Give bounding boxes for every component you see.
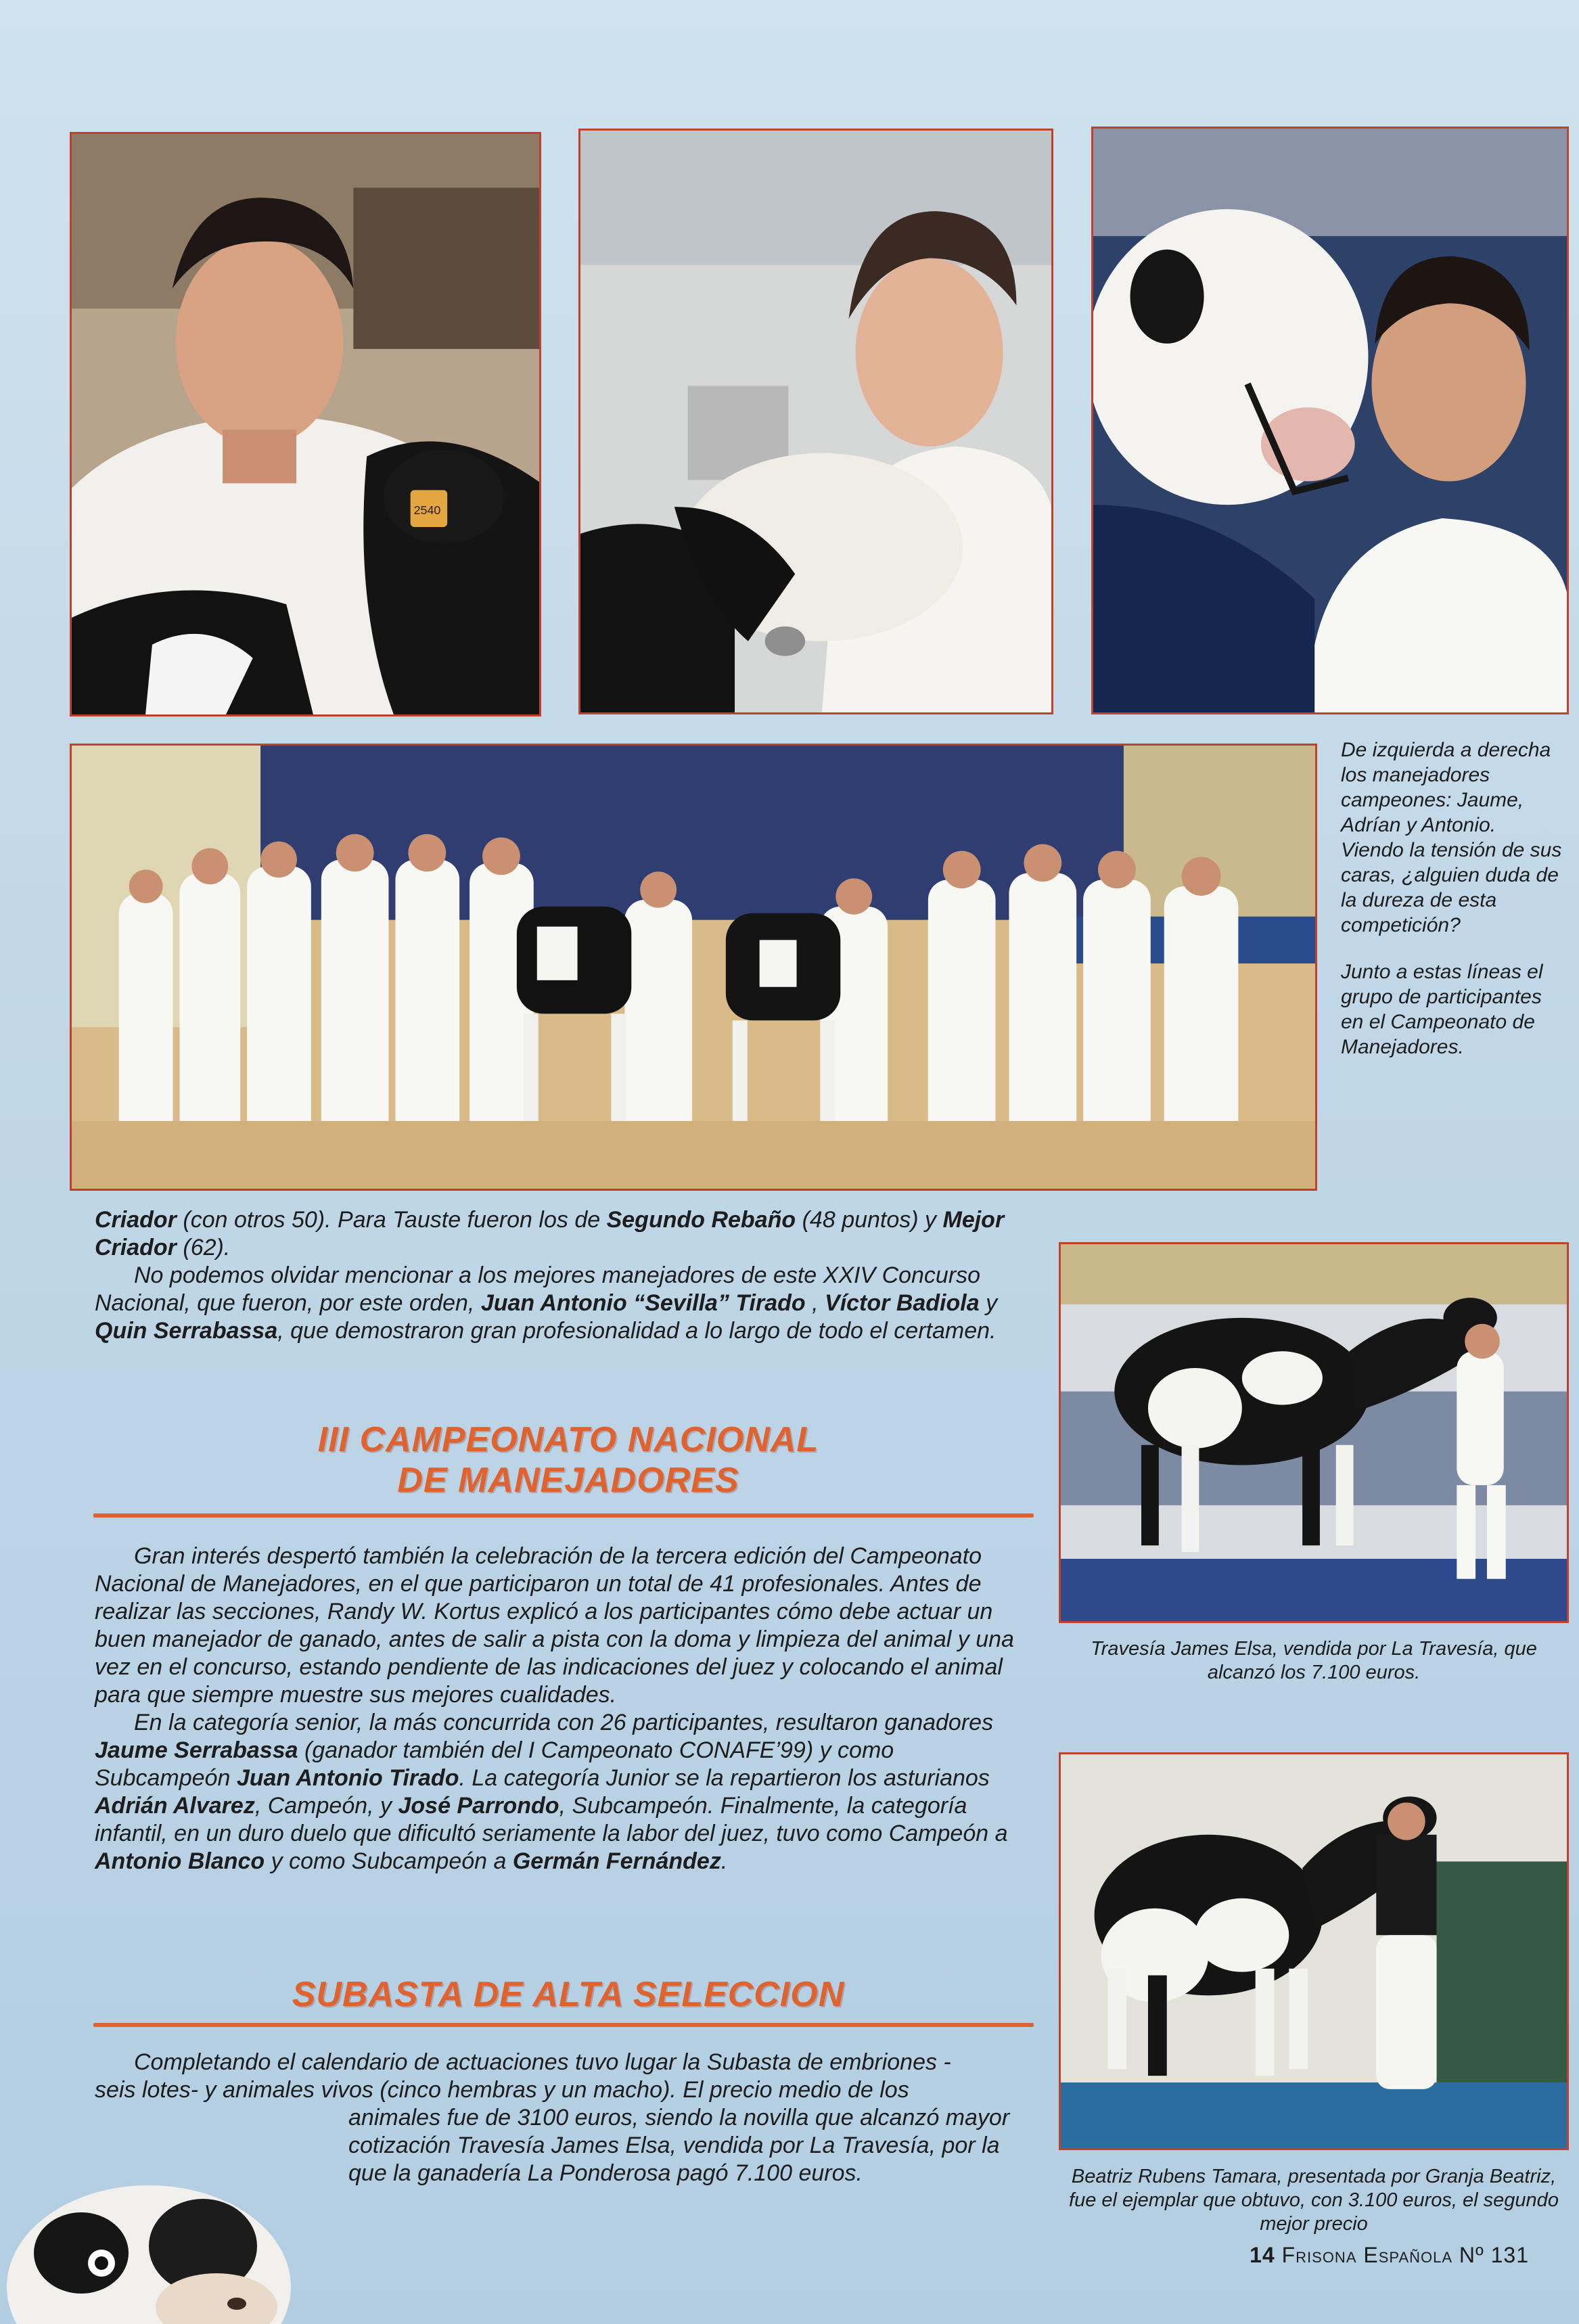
text-run: En la categoría senior, la más concurrida con 26 participantes, resultaron ganadores [134, 1710, 994, 1735]
text-run: , Campeón, y [254, 1793, 398, 1819]
heading-line-1: III CAMPEONATO NACIONAL [317, 1420, 819, 1459]
text-run: y [979, 1290, 998, 1316]
name-victor-badiola: Víctor Badiola [825, 1290, 980, 1316]
page-number: 14 [1250, 2243, 1275, 2267]
page-footer [1250, 2243, 1529, 2268]
caption-cow-beatriz-rubens-tamara: Beatriz Rubens Tamara, presentada por Granja Beatriz, fue el ejemplar que obtuvo, con 3.100 euros, el segundo mejor precio [1069, 2166, 1559, 2235]
name-antonio-blanco: Antonio Blanco [95, 1848, 265, 1874]
side-caption-group: Junto a estas líneas el grupo de participantes en el Campeonato de Manejadores. [1341, 961, 1543, 1058]
magazine-name: Frisona Española [1281, 2243, 1453, 2267]
cow-head-illustration [0, 2151, 298, 2324]
name-german-fernandez: Germán Fernández [512, 1848, 721, 1874]
intro-paragraph-2 [95, 1262, 1042, 1345]
name-quin-serrabassa: Quin Serrabassa [95, 1318, 278, 1344]
text-run: (ganador también del I Campeonato CONAFE’99) y como Subcampeón [95, 1737, 894, 1791]
photo-group-participants [70, 744, 1317, 1191]
section-heading-campeonato [95, 1419, 1042, 1501]
term-criador: Criador [95, 1207, 177, 1233]
section2-paragraph-rest: animales fue de 3100 euros, siendo la novilla que alcanzó mayor cotización Travesía James Elsa, vendida por La Travesía, por la que la ganadería La Ponderosa pagó 7.100 euros. [348, 2105, 1010, 2186]
photo-handler-adrian [578, 129, 1053, 714]
name-jaume-serrabassa: Jaume Serrabassa [95, 1737, 298, 1763]
photo-handler-antonio [1091, 127, 1569, 714]
section-rule-2 [93, 2023, 1034, 2027]
section2-line-1: Completando el calendario de actuaciones tuvo lugar la Subasta de embriones - [134, 2049, 951, 2075]
photo-handler-jaume [70, 132, 541, 716]
name-juan-antonio-tirado: Juan Antonio Tirado [236, 1765, 459, 1791]
section-rule-1 [93, 1513, 1034, 1518]
text-run: (48 puntos) y [796, 1207, 943, 1233]
name-jose-parrondo: José Parrondo [398, 1793, 559, 1819]
text-run: , Subcampeón. Finalmente, la categoría infantil, en un duro duelo que dificultó seriamente la labor del juez, tuvo como Campeón a [95, 1793, 1008, 1846]
text-run: . La categoría Junior se la repartieron los asturianos [459, 1765, 990, 1791]
section2-line-2: seis lotes- y animales vivos (cinco hembras y un macho). El precio medio de los [95, 2077, 909, 2103]
section1-text [95, 1543, 1028, 1875]
text-run: No podemos olvidar mencionar a los mejores manejadores de este XXIV Concurso Nacional, que fueron, por este orden, [95, 1262, 981, 1316]
term-segundo-rebano: Segundo Rebaño [606, 1207, 796, 1233]
section1-paragraph-2 [95, 1709, 1028, 1875]
side-caption [1341, 737, 1564, 1081]
text-run: y como Subcampeón a [265, 1848, 513, 1874]
name-adrian-alvarez: Adrián Alvarez [95, 1793, 255, 1819]
ear-tag-number: 2540 [413, 503, 441, 518]
heading-line-2: DE MANEJADORES [397, 1461, 739, 1500]
text-run: . [720, 1848, 728, 1874]
section-heading-subasta [95, 1974, 1042, 2015]
intro-text [95, 1206, 1042, 1345]
issue-number: Nº 131 [1459, 2243, 1529, 2267]
photo-cow-travesia-james-elsa [1059, 1242, 1569, 1623]
caption-cow-travesia-james-elsa: Travesía James Elsa, vendida por La Travesía, que alcanzó los 7.100 euros. [1091, 1638, 1537, 1683]
text-run: (62). [176, 1235, 231, 1260]
section1-paragraph-1: Gran interés despertó también la celebración de la tercera edición del Campeonato Nacional de Manejadores, en el que participaron un total de 41 profesionales. Antes de realizar las secciones, Randy W. Kortus explicó a los participantes cómo debe actuar un buen manejador de ganado, antes de salir a pista con la doma y limpieza del animal y una vez en el concurso, estando pendiente de las indicaciones del juez y colocando el animal para que siempre muestre sus mejores cualidades. [95, 1543, 1014, 1708]
section2-text [95, 2049, 1035, 2104]
text-run: (con otros 50). Para Tauste fueron los de [176, 1207, 607, 1233]
section2-text-indented [348, 2104, 1015, 2187]
term-mejor-criador: Mejor Criador [95, 1207, 1005, 1260]
heading-line-1: SUBASTA DE ALTA SELECCION [292, 1975, 845, 2014]
name-juan-antonio-tirado: Juan Antonio “Sevilla” Tirado [480, 1290, 806, 1316]
photo-cow-beatriz-rubens-tamara [1059, 1752, 1569, 2150]
side-caption-handlers: De izquierda a derecha los manejadores campeones: Jaume, Adrían y Antonio. Viendo la tensión de sus caras, ¿alguien duda de la dureza de esta competición? [1341, 739, 1562, 936]
text-run: , [805, 1290, 825, 1316]
intro-paragraph-1 [95, 1206, 1042, 1262]
text-run: , que demostraron gran profesionalidad a lo largo de todo el certamen. [277, 1318, 997, 1344]
